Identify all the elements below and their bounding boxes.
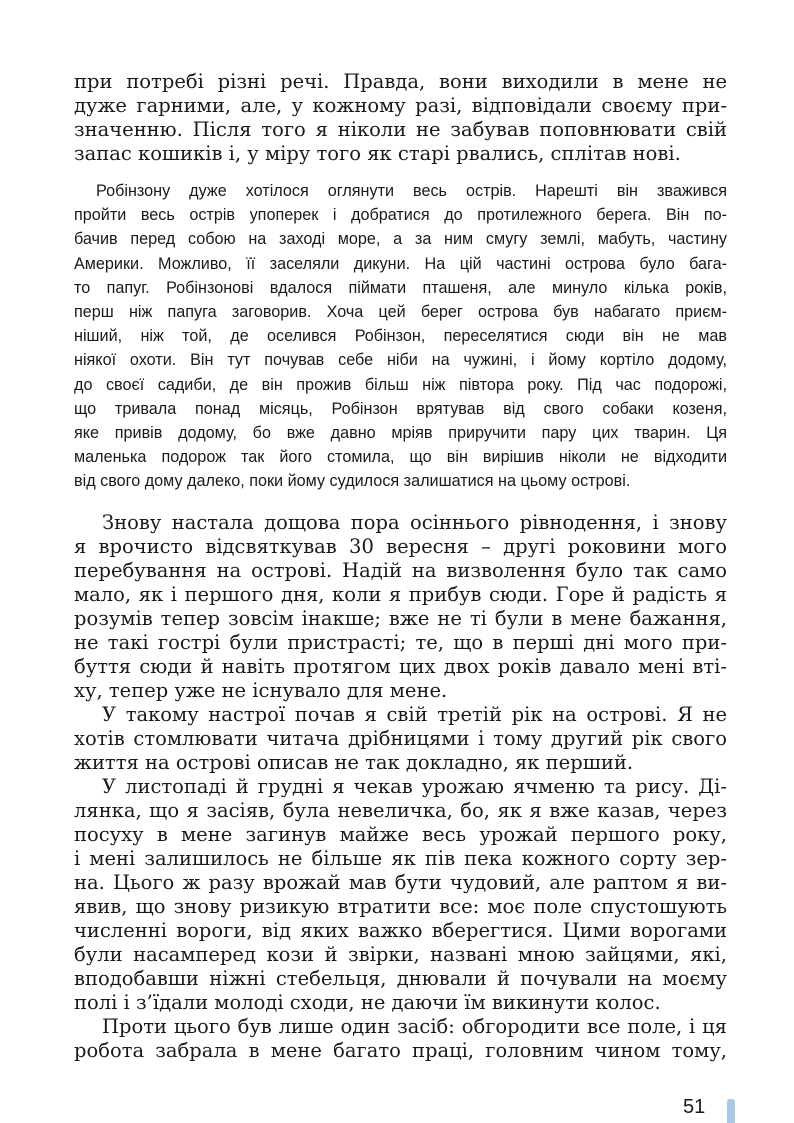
page-number: 51: [683, 1096, 706, 1118]
text-line: полі і з’їдали молоді сходи, не даючи їм викинути колос.: [74, 991, 661, 1014]
paragraph-3: [74, 703, 727, 775]
summary-paragraph: [74, 179, 727, 494]
text-line: маленька подорож так його стомила, що він вирішив ніколи не відходити: [74, 448, 727, 467]
text-line: від свого дому далеко, поки йому судилося залишатися на цьому острові.: [74, 472, 631, 491]
text-line: при потребі різні речі. Правда, вони виходили в мене не: [74, 70, 727, 93]
text-line: вподобавши ніжні стебельця, днювали й почували на моєму: [74, 967, 727, 990]
text-line: Робінзону дуже хотілося оглянути весь острів. Нарешті він зважився: [96, 182, 727, 200]
text-line: яке привів додому, бо вже давно мріяв приручити пару цих тварин. Ця: [74, 424, 727, 443]
text-line: і мені залишилось не більше як пів пека кожного сорту зер-: [74, 847, 727, 870]
text-line: лянка, що я засіяв, була невеличка, бо, як я вже казав, через: [74, 799, 727, 822]
text-line: я врочисто відсвяткував 30 вересня – другі роковини мого: [74, 535, 727, 558]
text-line: життя на острові описав не так докладно, як перший.: [74, 751, 634, 774]
paragraph-5: [74, 1015, 727, 1063]
text-line: дуже гарними, але, у кожному разі, відповідали своєму при-: [74, 94, 727, 117]
page-marker-tab: [727, 1099, 735, 1123]
text-line: ніший, ніж той, де оселився Робінзон, переселятися сюди він не мав: [74, 327, 727, 346]
text-line: робота забрала в мене багато праці, головним чином тому,: [74, 1039, 727, 1062]
text-line: що тривала понад місяць, Робінзон врятував від свого собаки козеня,: [74, 399, 727, 418]
text-line: явив, що знову ризикую втратити все: моє поле спустошують: [74, 895, 727, 918]
text-line: У такому настрої почав я свій третій рік на острові. Я не: [102, 703, 727, 726]
text-line: численні вороги, від яких важко вберегтися. Цими ворогами: [74, 919, 727, 942]
text-line: Знову настала дощова пора осіннього рівнодення, і знову: [102, 511, 727, 534]
text-line: ніякої охоти. Він тут почував себе ніби на чужині, і йому кортіло додому,: [74, 351, 727, 370]
text-line: хотів стомлювати читача дрібницями і тому другий рік свого: [74, 727, 727, 750]
text-line: значенню. Після того я ніколи не забував поповнювати свій: [74, 118, 727, 141]
text-line: мало, як і першого дня, коли я прибув сюди. Горе й радість я: [74, 583, 727, 606]
text-line: перш ніж папуга заговорив. Хоча цей берег острова був набагато приєм-: [74, 303, 727, 322]
text-line: пройти весь острів упоперек і добратися до протилежного берега. Він по-: [74, 206, 727, 225]
text-line: бачив перед собою на заході море, а за ним смугу землі, мабуть, частину: [74, 230, 727, 249]
text-line: на. Цього ж разу врожай мав бути чудовий, але раптом я ви-: [74, 871, 727, 894]
text-line: то папуг. Робінзонові вдалося піймати пташеня, але минуло кілька років,: [74, 278, 727, 297]
text-line: ху, тепер уже не існувало для мене.: [74, 679, 448, 702]
text-line: не такі гострі були пристрасті; те, що в перші дні мого при-: [74, 631, 727, 654]
text-line: перебування на острові. Надій на визволення було так само: [74, 559, 727, 582]
paragraph-2: [74, 511, 727, 703]
text-line: розумів тепер зовсім інакше; вже не ті були в мене бажання,: [74, 607, 727, 630]
text-line: до своєї садиби, де він прожив більш ніж півтора року. Під час подорожі,: [74, 375, 727, 394]
text-line: Америки. Можливо, її заселяли дикуни. На цій частині острова було бага-: [74, 254, 727, 273]
text-line: буття сюди й навіть протягом цих двох років давало мені вті-: [74, 655, 727, 678]
text-line: запас кошиків і, у міру того як старі рвались, сплітав нові.: [74, 142, 681, 165]
top-paragraph: [74, 70, 727, 166]
text-line: були насамперед кози й звірки, названі мною зайцями, які,: [74, 943, 727, 966]
paragraph-4: [74, 775, 727, 1015]
text-line: посуху в мене загинув майже весь урожай першого року,: [74, 823, 727, 846]
text-line: У листопаді й грудні я чекав урожаю ячменю та рису. Ді-: [102, 775, 727, 798]
text-line: Проти цього був лише один засіб: обгородити все поле, і ця: [102, 1015, 727, 1038]
